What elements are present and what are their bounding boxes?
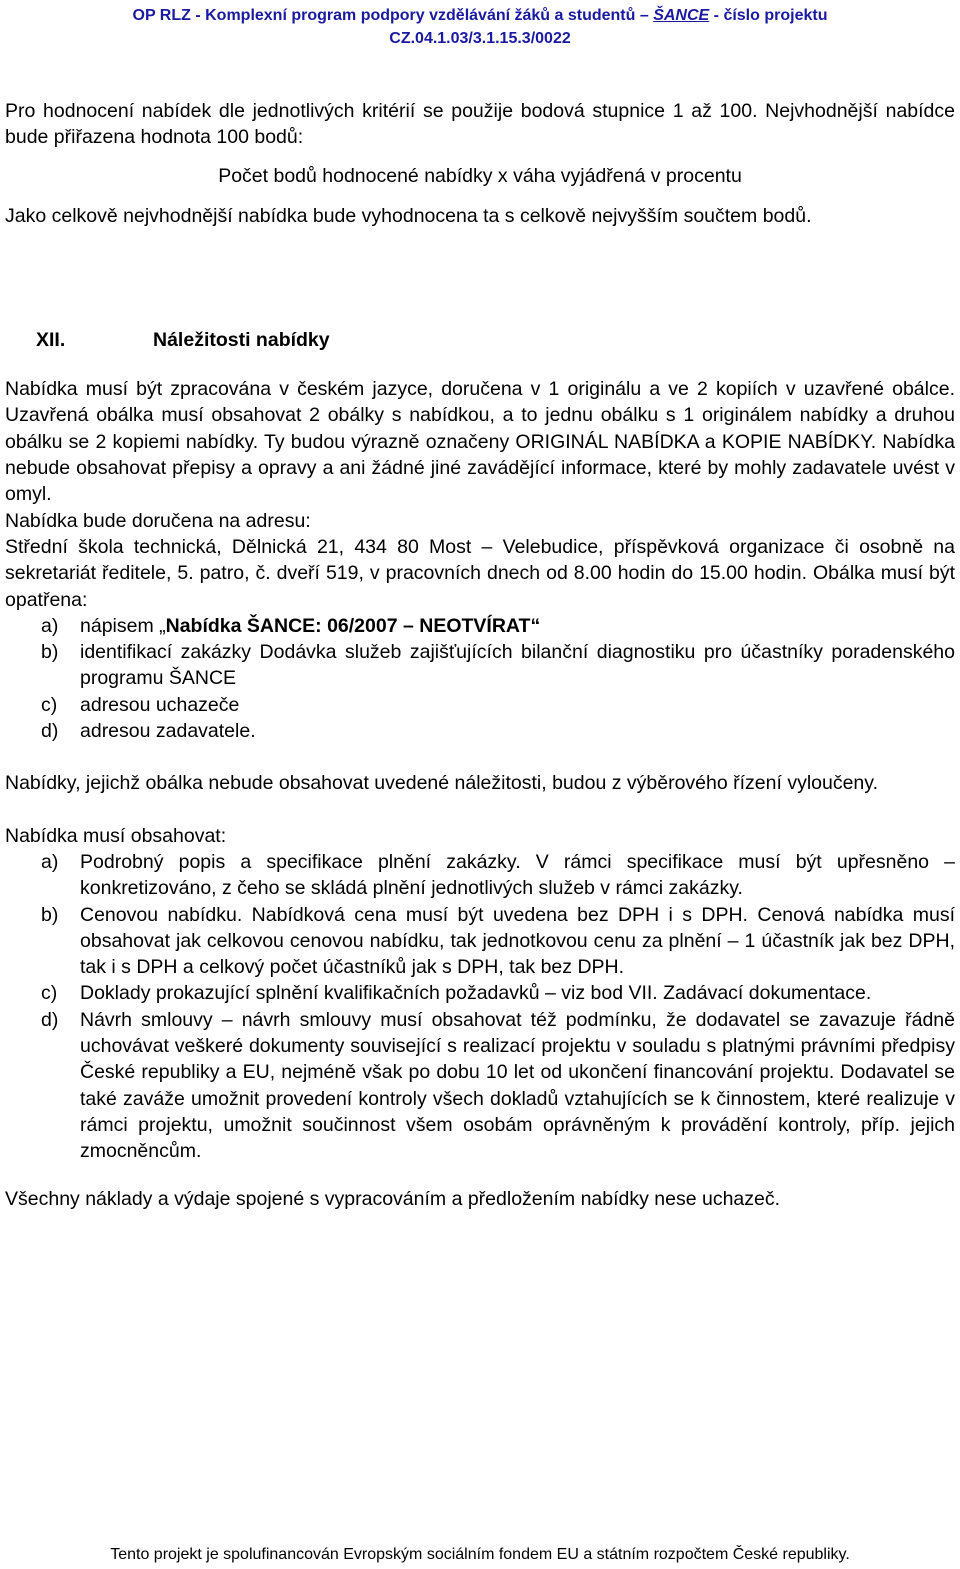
address-intro: Nabídka bude doručena na adresu: bbox=[5, 509, 311, 532]
envelope-marking-list bbox=[5, 613, 955, 744]
exclusion-paragraph: Nabídky, jejichž obálka nebude obsahovat uvedené náležitosti, budou z výběrového řízení vyloučeny. bbox=[5, 772, 878, 795]
list-item: b) identifikací zakázky Dodávka služeb zajišťujících bilanční diagnostiku pro účastníky poradenského programu ŠANCE bbox=[41, 641, 955, 690]
list-item: d) adresou zadavatele. bbox=[41, 720, 256, 743]
winner-paragraph: Jako celkově nejvhodnější nabídka bude vyhodnocena ta s celkově nejvyšším součtem bodů. bbox=[5, 204, 812, 227]
header-program-text: OP RLZ - Komplexní program podpory vzdělávání žáků a studentů – bbox=[132, 7, 654, 24]
address-paragraph: Střední škola technická, Dělnická 21, 434 80 Most – Velebudice, příspěvková organizace či osobně na sekretariát ředitele, 5. patro, č. dveří 519, v pracovních dnech od 8.00 hodin do 15.00 hodin. Obálka musí být opatřena: bbox=[5, 535, 955, 611]
list-item: a) nápisem „Nabídka ŠANCE: 06/2007 – NEOTVÍRAT“ bbox=[41, 614, 541, 637]
header-sance-text: ŠANCE bbox=[653, 7, 710, 24]
scoring-formula: Počet bodů hodnocené nabídky x váha vyjádřená v procentu bbox=[218, 164, 742, 187]
list-item: c) Doklady prokazující splnění kvalifikačních požadavků – viz bod VII. Zadávací dokumentace. bbox=[41, 982, 872, 1005]
envelope-label-text: Nabídka ŠANCE: 06/2007 – NEOTVÍRAT bbox=[165, 614, 531, 637]
header-project-label: - číslo projektu bbox=[709, 7, 828, 24]
contents-intro: Nabídka musí obsahovat: bbox=[5, 824, 227, 847]
list-item: b) Cenovou nabídku. Nabídková cena musí být uvedena bez DPH i s DPH. Cenová nabídka musí obsahovat jak celkovou cenovou nabídku, tak jednotkovou cenu za plnění – 1 účastník jak bez DPH, tak i s DPH a celkový počet účastníků jak s DPH, tak bez DPH. bbox=[41, 903, 955, 979]
requirements-paragraph: Nabídka musí být zpracována v českém jazyce, doručena v 1 originálu a ve 2 kopiích v uzavřené obálce. Uzavřená obálka musí obsahovat 2 obálky s nabídkou, a to jednu obálku s 1 originálem nabídky a druhou obálku se 2 kopiemi nabídky. Ty budou výrazně označeny ORIGINÁL NABÍDKA a KOPIE NABÍDKY. Nabídka nebude obsahovat přepisy a opravy a ani žádné jiné zavádějící informace, které by mohly zadavatele uvést v omyl. bbox=[5, 378, 955, 506]
offer-contents-list bbox=[5, 849, 955, 1165]
page-footer: Tento projekt je spolufinancován Evropským sociálním fondem EU a státním rozpočtem České republiky. bbox=[110, 1546, 850, 1563]
list-item: c) adresou uchazeče bbox=[41, 693, 240, 716]
list-item: d) Návrh smlouvy – návrh smlouvy musí obsahovat též podmínku, že dodavatel se zavazuje řádně uchovávat veškeré dokumenty související s realizací projektu v souladu s platnými právními předpisy České republiky a EU, nejméně však po dobu 10 let od ukončení financování projektu. Dodavatel se také zaváže umožnit provedení kontroly všech dokladů vztahujících se k činnostem, které realizuje v rámci projektu, umožnit součinnost všem osobám oprávněným k provádění kontroly, příp. jejich zmocněncům. bbox=[41, 1008, 955, 1163]
list-item: a) Podrobný popis a specifikace plnění zakázky. V rámci specifikace musí být upřesněno – konkretizováno, z čeho se skládá plnění jednotlivých služeb v rámci zakázky. bbox=[41, 850, 955, 900]
section-title: Náležitosti nabídky bbox=[153, 329, 330, 352]
section-number: XII. bbox=[36, 329, 66, 352]
header-line-1 bbox=[0, 4, 960, 27]
intro-paragraph: Pro hodnocení nabídek dle jednotlivých kritérií se použije bodová stupnice 1 až 100. Nejvhodnější nabídce bude přiřazena hodnota 100 bodů: bbox=[5, 100, 955, 149]
section-heading bbox=[5, 327, 955, 353]
header-line-2: CZ.04.1.03/3.1.15.3/0022 bbox=[389, 30, 571, 47]
document-body bbox=[5, 98, 955, 1212]
page-header bbox=[0, 4, 960, 50]
costs-paragraph: Všechny náklady a výdaje spojené s vypracováním a předložením nabídky nese uchazeč. bbox=[5, 1187, 781, 1210]
